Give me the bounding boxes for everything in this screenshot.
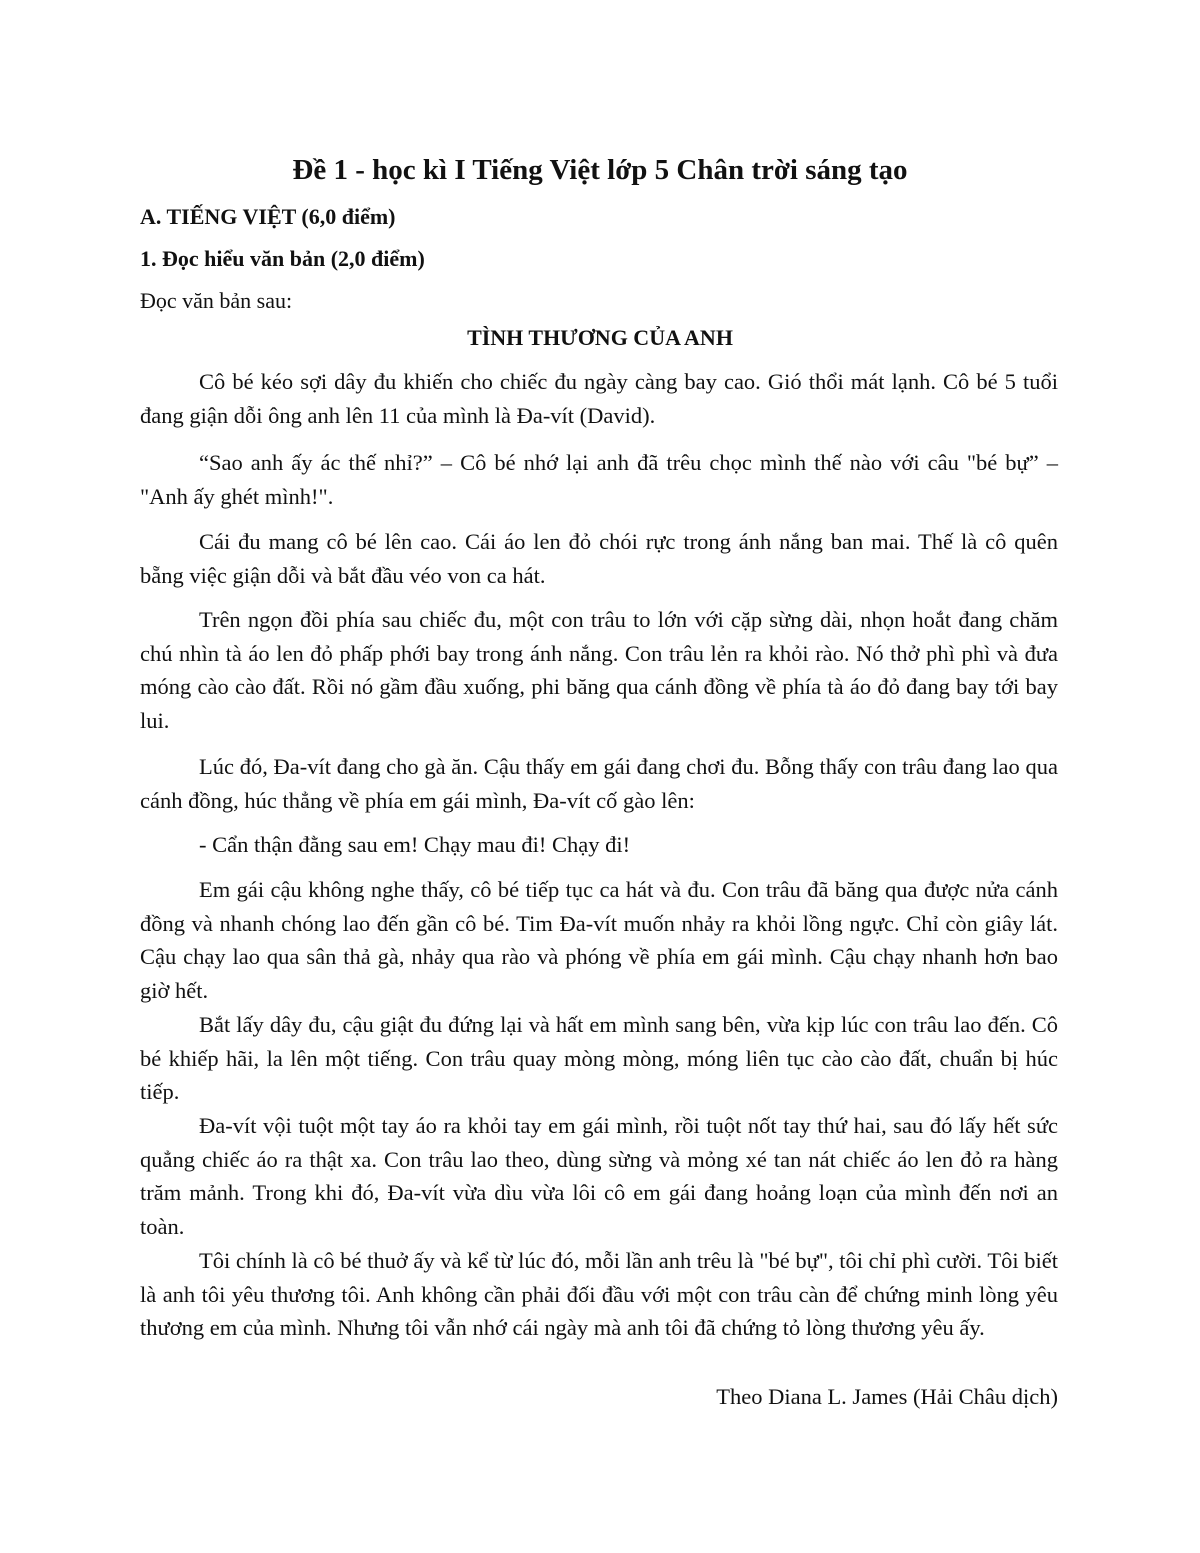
paragraph-2: “Sao anh ấy ác thế nhỉ?” – Cô bé nhớ lại anh đã trêu chọc mình thế nào với câu "bé bự” – "Anh ấy ghét mình!". [140, 450, 1058, 509]
paragraph-9: Đa-vít vội tuột một tay áo ra khỏi tay em gái mình, rồi tuột nốt tay thứ hai, sau đó lấy hết sức quẳng chiếc áo ra thật xa. Con trâu lao theo, dùng sừng và mỏng xé tan nát chiếc áo len đỏ ra hàng trăm mảnh. Trong khi đó, Đa-vít vừa dìu vừa lôi cô em gái đang hoảng loạn của mình đến nơi an toàn. [140, 1113, 1058, 1239]
paragraph-6: - Cẩn thận đằng sau em! Chạy mau đi! Chạy đi! [199, 832, 631, 857]
document-title: Đề 1 - học kì I Tiếng Việt lớp 5 Chân trời sáng tạo [292, 154, 908, 186]
section-1-heading: 1. Đọc hiểu văn bản (2,0 điểm) [140, 246, 425, 271]
paragraph-1: Cô bé kéo sợi dây đu khiến cho chiếc đu ngày càng bay cao. Gió thổi mát lạnh. Cô bé 5 tuổi đang giận dỗi ông anh lên 11 của mình là Đa-vít (David). [140, 369, 1058, 428]
source-attribution: Theo Diana L. James (Hải Châu dịch) [716, 1384, 1058, 1409]
section-a-heading: A. TIẾNG VIỆT (6,0 điểm) [140, 204, 396, 229]
paragraph-10: Tôi chính là cô bé thuở ấy và kể từ lúc đó, mỗi lần anh trêu là "bé bự", tôi chỉ phì cười. Tôi biết là anh tôi yêu thương tôi. Anh không cần phải đối đầu với một con trâu càn để chứng minh lòng yêu thương em của mình. Nhưng tôi vẫn nhớ cái ngày mà anh tôi đã chứng tỏ lòng thương yêu ấy. [140, 1248, 1058, 1340]
instruction-text: Đọc văn bản sau: [140, 288, 293, 313]
paragraph-3: Cái đu mang cô bé lên cao. Cái áo len đỏ chói rực trong ánh nắng ban mai. Thế là cô quên bẵng việc giận dỗi và bắt đầu véo von ca hát. [140, 529, 1058, 588]
paragraph-4: Trên ngọn đồi phía sau chiếc đu, một con trâu to lớn với cặp sừng dài, nhọn hoắt đang chăm chú nhìn tà áo len đỏ phấp phới bay trong ánh nắng. Con trâu lẻn ra khỏi rào. Nó thở phì phì và đưa móng cào cào đất. Rồi nó gầm đầu xuống, phi băng qua cánh đồng về phía tà áo đỏ đang bay tới bay lui. [140, 607, 1058, 733]
paragraph-7: Em gái cậu không nghe thấy, cô bé tiếp tục ca hát và đu. Con trâu đã băng qua được nửa cánh đồng và nhanh chóng lao đến gần cô bé. Tim Đa-vít muốn nhảy ra khỏi lồng ngực. Chỉ còn giây lát. Cậu chạy lao qua sân thả gà, nhảy qua rào và phóng về phía em gái mình. Cậu chạy nhanh hơn bao giờ hết. [140, 877, 1058, 1003]
paragraph-8: Bắt lấy dây đu, cậu giật đu đứng lại và hất em mình sang bên, vừa kịp lúc con trâu lao đến. Cô bé khiếp hãi, la lên một tiếng. Con trâu quay mòng mòng, móng liên tục cào cào đất, chuẩn bị húc tiếp. [140, 1012, 1058, 1104]
paragraph-5: Lúc đó, Đa-vít đang cho gà ăn. Cậu thấy em gái đang chơi đu. Bỗng thấy con trâu đang lao qua cánh đồng, húc thẳng về phía em gái mình, Đa-vít cố gào lên: [140, 754, 1058, 813]
story-title: TÌNH THƯƠNG CỦA ANH [467, 325, 733, 350]
